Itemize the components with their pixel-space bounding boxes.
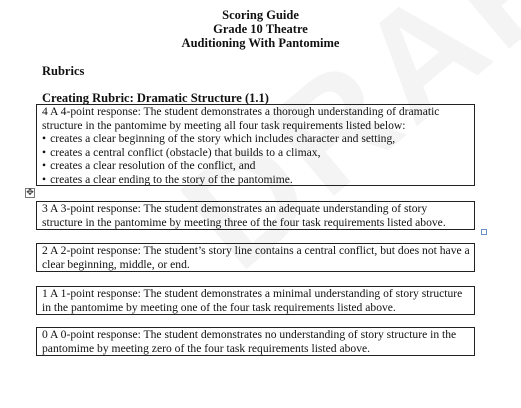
rubric-score-3[interactable] [36, 201, 475, 230]
header-unit: Auditioning With Pantomime [181, 36, 340, 50]
rubric-score-4-text: 4 A 4-point response: The student demonstrates a thorough understanding of dramatic structure in the pantomime by meeting all four task requirements listed below: [42, 105, 440, 132]
bullet-item: • creates a clear beginning of the story which includes character and setting, [42, 132, 470, 146]
bullet-item: • creates a central conflict (obstacle) that builds to a climax, [42, 146, 470, 160]
resize-square-icon[interactable] [481, 229, 487, 235]
rubric-score-4-bullets [42, 132, 470, 186]
rubric-title: Creating Rubric: Dramatic Structure (1.1) [42, 91, 269, 105]
rubric-score-0-text: 0 A 0-point response: The student demonstrates no understanding of story structure in the pantomime by meeting zero of the four task requirements listed above. [42, 328, 457, 355]
rubric-score-3-text: 3 A 3-point response: The student demonstrates an adequate understanding of story structure in the pantomime by meeting three of the four task requirements listed above. [42, 202, 446, 229]
document-header [0, 8, 521, 50]
rubric-score-2[interactable] [36, 243, 475, 272]
rubric-score-1[interactable] [36, 286, 475, 315]
bullet-item: • creates a clear ending to the story of the pantomime. [42, 173, 470, 187]
bullet-item: • creates a clear resolution of the conflict, and [42, 159, 470, 173]
move-arrows-icon[interactable]: ✥ [26, 188, 34, 198]
rubric-score-2-text: 2 A 2-point response: The student’s story line contains a central conflict, but does not have a clear beginning, middle, or end. [42, 244, 470, 271]
section-title: Rubrics [42, 64, 85, 78]
rubric-score-1-text: 1 A 1-point response: The student demonstrates a minimal understanding of story structure in the pantomime by meeting one of the four task requirements listed above. [42, 287, 463, 314]
header-title: Scoring Guide [222, 8, 299, 22]
rubric-score-0[interactable] [36, 327, 475, 356]
header-grade: Grade 10 Theatre [213, 22, 308, 36]
rubric-score-4[interactable] [36, 104, 475, 186]
